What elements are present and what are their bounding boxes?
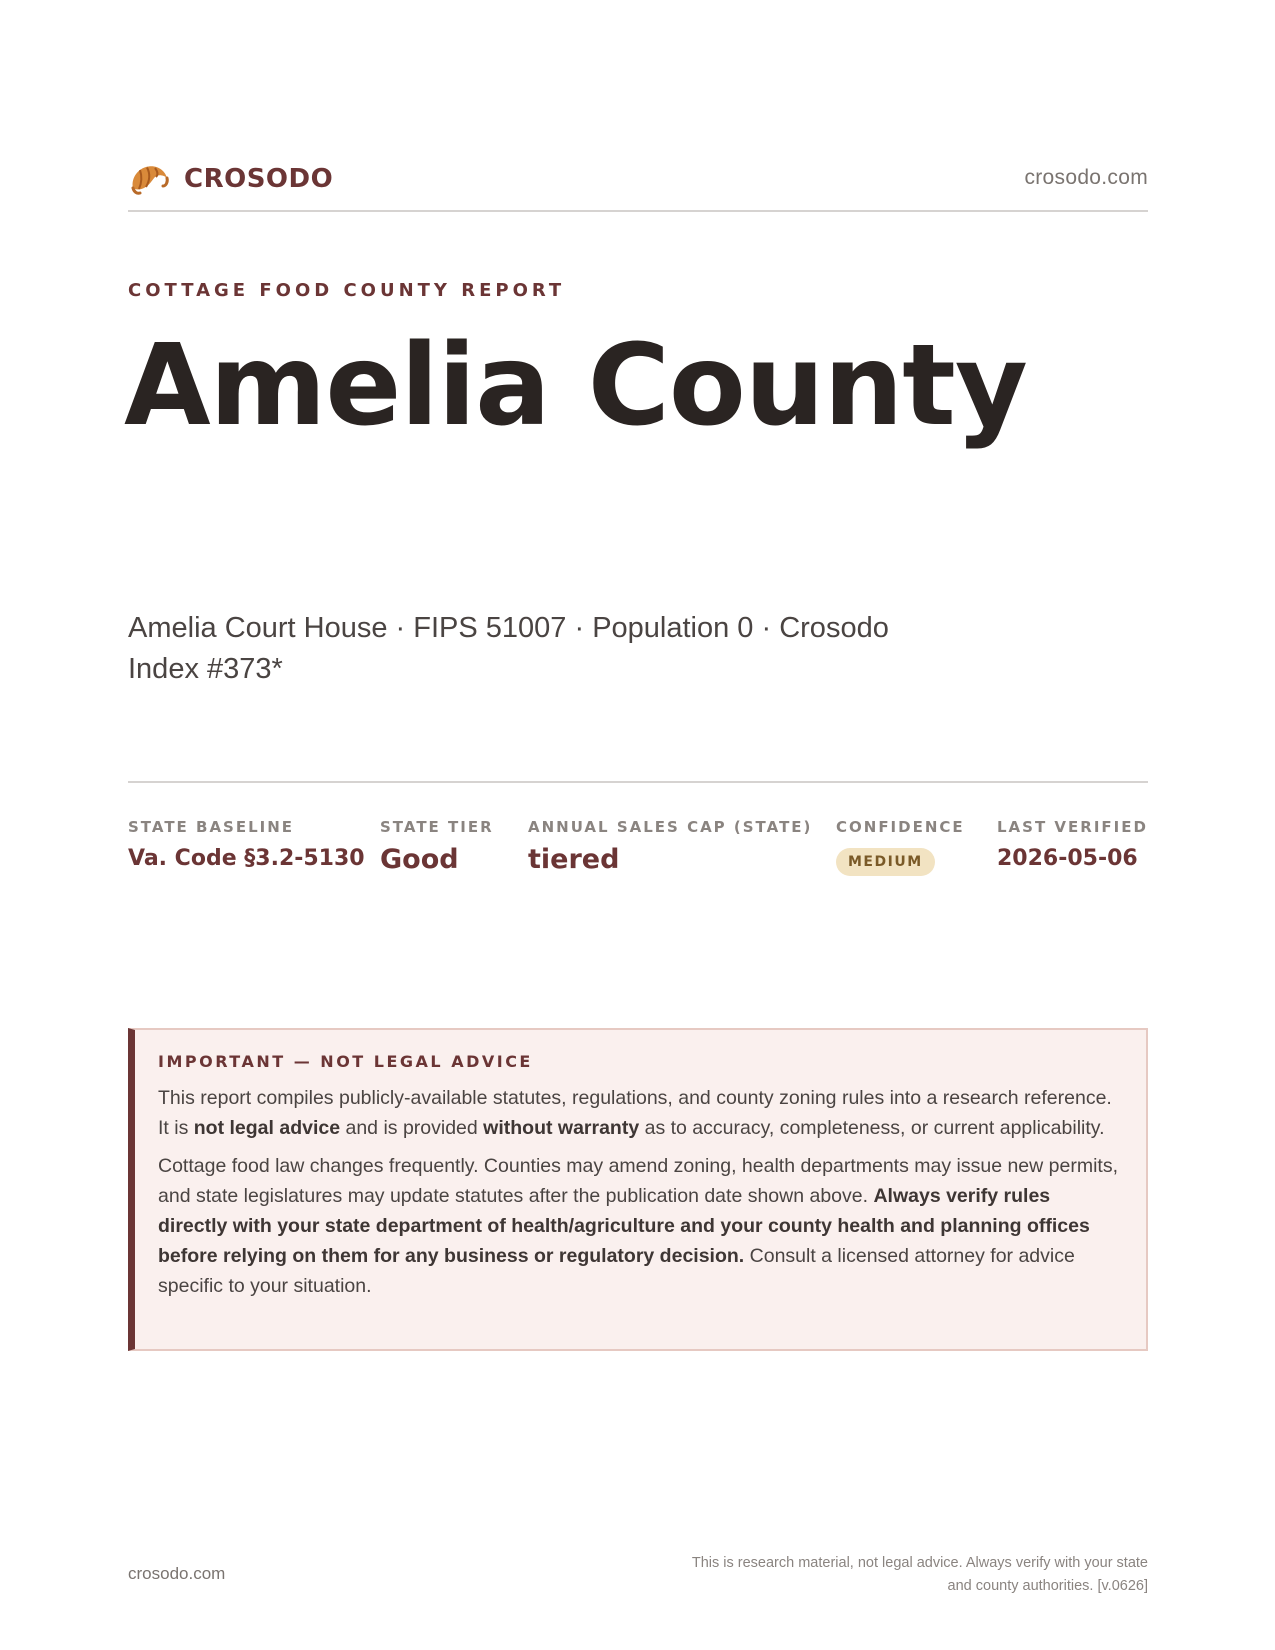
stat-last-verified: [997, 818, 1148, 871]
notice-text: Cottage food law changes frequently. Counties may amend zoning, health departments may issue new permits, and state legislatures may update statutes after the publication date shown above.: [158, 1155, 1118, 1207]
footer-site-url[interactable]: crosodo.com: [128, 1564, 226, 1583]
notice-emphasis: not legal advice: [193, 1117, 341, 1139]
stat-value: Good: [380, 844, 459, 875]
notice-paragraph: [158, 1151, 1120, 1301]
croissant-icon: [128, 158, 170, 200]
stat-label: STATE BASELINE: [128, 818, 295, 836]
stat-label: ANNUAL SALES CAP (STATE): [528, 818, 813, 836]
stat-value: tiered: [528, 844, 620, 875]
legal-notice: [128, 1028, 1148, 1351]
header-divider: [128, 210, 1148, 212]
stat-value: 2026-05-06: [997, 846, 1138, 871]
page-header: [128, 158, 1148, 202]
report-kicker: COTTAGE FOOD COUNTY REPORT: [128, 280, 566, 301]
stat-value: Va. Code §3.2-5130: [128, 846, 365, 871]
county-subtitle: Amelia Court House · FIPS 51007 · Population 0 · Crosodo Index #373*: [128, 612, 889, 685]
confidence-badge: MEDIUM: [836, 848, 935, 876]
brand-name: CROSODO: [184, 164, 334, 194]
stat-annual-sales-cap: [528, 818, 812, 875]
page-title: Amelia County: [124, 321, 1027, 451]
footer-disclaimer-line: and county authorities. [v.0626]: [947, 1578, 1148, 1594]
stat-confidence: [836, 818, 965, 876]
stat-state-tier: [380, 818, 494, 875]
brand: [128, 158, 333, 200]
notice-text: This report compiles publicly-available statutes, regulations, and county zoning rules into a research reference. It is: [158, 1087, 1112, 1139]
notice-title: IMPORTANT — NOT LEGAL ADVICE: [158, 1052, 533, 1071]
report-page: [124, 0, 1148, 1650]
notice-paragraph: [158, 1083, 1120, 1143]
stats-divider: [128, 781, 1148, 783]
footer-disclaimer-line: This is research material, not legal advice. Always verify with your state: [691, 1555, 1148, 1571]
notice-emphasis: Always verify rules directly with your state department of health/agriculture and your county health and planning offices before relying on them for any business or regulatory decision.: [158, 1185, 1090, 1267]
site-url[interactable]: crosodo.com: [1024, 166, 1148, 189]
footer-disclaimer: [628, 1552, 1148, 1598]
stat-label: LAST VERIFIED: [997, 818, 1148, 836]
notice-text: as to accuracy, completeness, or current applicability.: [639, 1117, 1105, 1139]
notice-text: Consult a licensed attorney for advice specific to your situation.: [158, 1245, 1075, 1297]
stat-state-baseline: [128, 818, 365, 871]
stat-label: CONFIDENCE: [836, 818, 965, 836]
notice-text: and is provided: [340, 1117, 484, 1139]
stat-label: STATE TIER: [380, 818, 494, 836]
notice-emphasis: without warranty: [483, 1117, 640, 1139]
